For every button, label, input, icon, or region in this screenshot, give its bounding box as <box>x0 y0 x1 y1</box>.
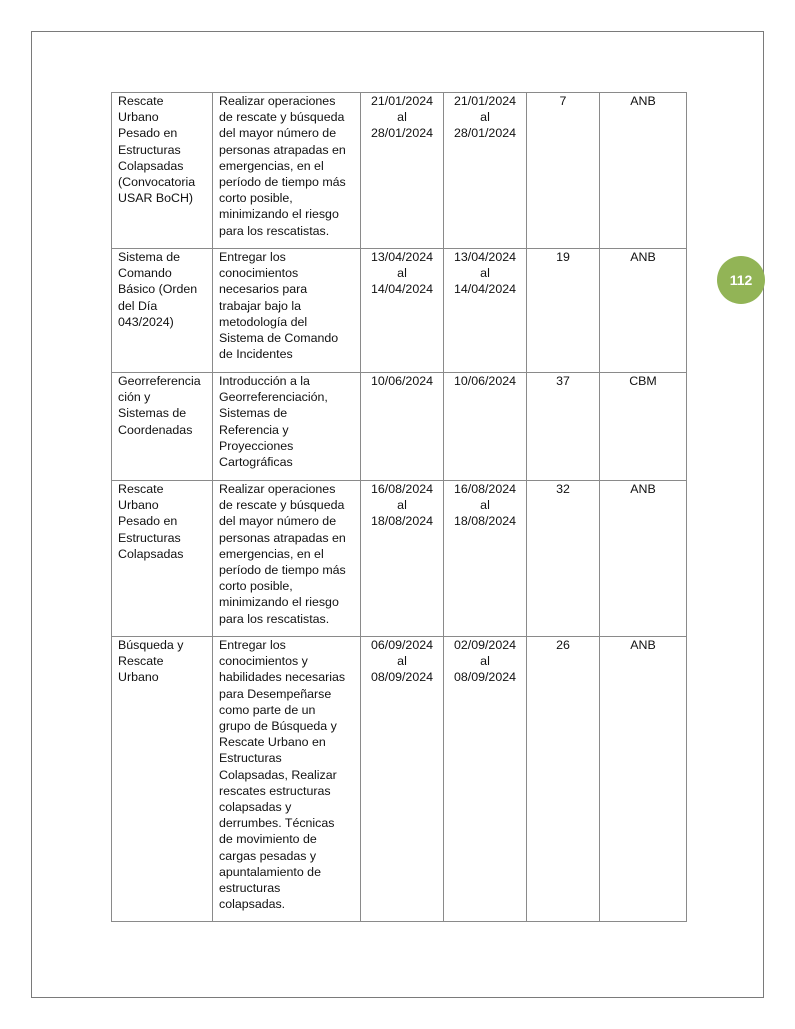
page-number-badge: 112 <box>717 256 765 304</box>
start-date-cell: 10/06/2024 <box>361 373 444 481</box>
organization-cell: ANB <box>600 637 687 922</box>
end-date-cell: 02/09/2024 al 08/09/2024 <box>444 637 527 922</box>
participants-cell: 37 <box>527 373 600 481</box>
table-row <box>112 373 687 481</box>
end-date-cell: 10/06/2024 <box>444 373 527 481</box>
organization-cell: ANB <box>600 93 687 249</box>
start-date-cell: 06/09/2024 al 08/09/2024 <box>361 637 444 922</box>
course-name-cell: Georreferencia ción y Sistemas de Coordenadas <box>112 373 213 481</box>
course-objective-cell: Entregar los conocimientos necesarios para trabajar bajo la metodología del Sistema de Comando de Incidentes <box>213 249 361 373</box>
course-objective-cell: Realizar operaciones de rescate y búsqueda del mayor número de personas atrapadas en emergencias, en el período de tiempo más corto posible, minimizando el riesgo para los rescatistas. <box>213 481 361 637</box>
organization-cell: ANB <box>600 481 687 637</box>
participants-cell: 7 <box>527 93 600 249</box>
courses-table <box>111 92 687 922</box>
organization-cell: CBM <box>600 373 687 481</box>
table-row <box>112 93 687 249</box>
table-row <box>112 481 687 637</box>
start-date-cell: 21/01/2024 al 28/01/2024 <box>361 93 444 249</box>
table-row <box>112 249 687 373</box>
participants-cell: 32 <box>527 481 600 637</box>
organization-cell: ANB <box>600 249 687 373</box>
end-date-cell: 13/04/2024 al 14/04/2024 <box>444 249 527 373</box>
course-objective-cell: Realizar operaciones de rescate y búsqueda del mayor número de personas atrapadas en emergencias, en el período de tiempo más corto posible, minimizando el riesgo para los rescatistas. <box>213 93 361 249</box>
end-date-cell: 21/01/2024 al 28/01/2024 <box>444 93 527 249</box>
course-name-cell: Búsqueda y Rescate Urbano <box>112 637 213 922</box>
participants-cell: 19 <box>527 249 600 373</box>
course-name-cell: Rescate Urbano Pesado en Estructuras Colapsadas (Convocatoria USAR BoCH) <box>112 93 213 249</box>
end-date-cell: 16/08/2024 al 18/08/2024 <box>444 481 527 637</box>
course-name-cell: Sistema de Comando Básico (Orden del Día 043/2024) <box>112 249 213 373</box>
table-row <box>112 637 687 922</box>
start-date-cell: 16/08/2024 al 18/08/2024 <box>361 481 444 637</box>
course-name-cell: Rescate Urbano Pesado en Estructuras Colapsadas <box>112 481 213 637</box>
start-date-cell: 13/04/2024 al 14/04/2024 <box>361 249 444 373</box>
participants-cell: 26 <box>527 637 600 922</box>
course-objective-cell: Introducción a la Georreferenciación, Sistemas de Referencia y Proyecciones Cartográficas <box>213 373 361 481</box>
course-objective-cell: Entregar los conocimientos y habilidades necesarias para Desempeñarse como parte de un grupo de Búsqueda y Rescate Urbano en Estructuras Colapsadas, Realizar rescates estructuras colapsadas y derrumbes. Técnicas de movimiento de cargas pesadas y apuntalamiento de estructuras colapsadas. <box>213 637 361 922</box>
